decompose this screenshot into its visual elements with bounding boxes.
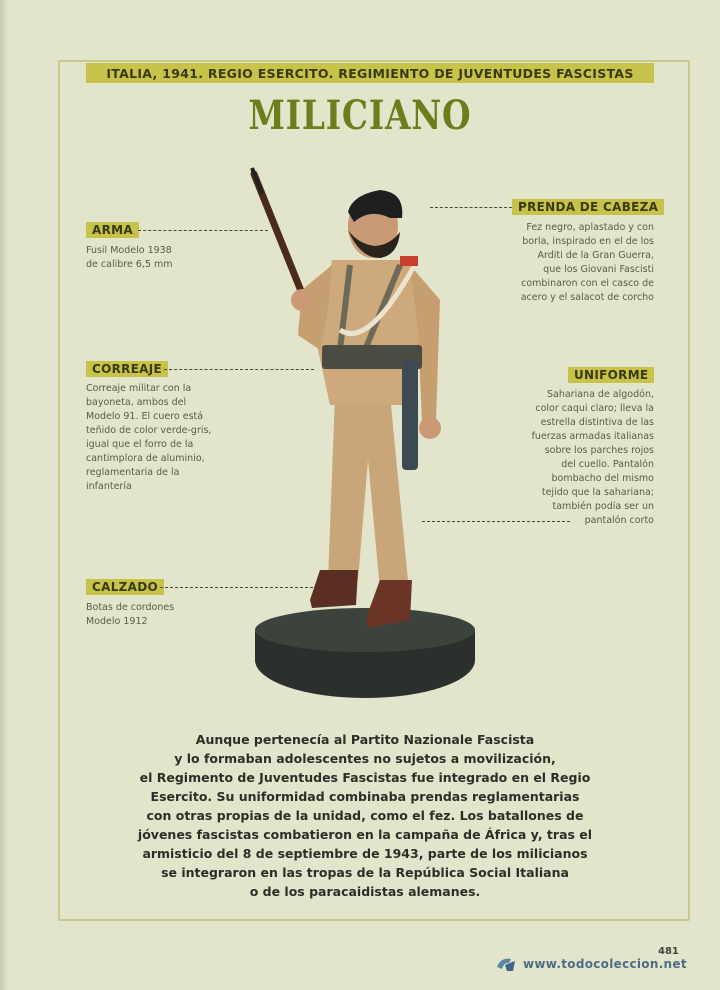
desc-line: cantimplora de aluminio, — [86, 453, 205, 464]
desc-line: Correaje militar con la — [86, 383, 192, 394]
desc-line: acero y el salacot de corcho — [520, 292, 654, 303]
page-title: MILICIANO — [248, 92, 472, 139]
banner-text: ITALIA, 1941. REGIO ESERCITO. REGIMIENTO DE JUVENTUDES FASCISTAS — [106, 65, 634, 81]
desc-line: bayoneta, ambos del — [86, 397, 187, 408]
desc-line: de calibre 6,5 mm — [86, 259, 173, 270]
desc-calzado — [86, 601, 174, 629]
desc-line: color caqui claro; lleva la — [535, 403, 654, 414]
desc-line: Modelo 91. El cuero está — [86, 411, 204, 422]
desc-line: Sahariana de algodón, — [546, 389, 654, 400]
desc-line: tejido que la sahariana; — [541, 487, 654, 498]
header-banner — [86, 63, 654, 83]
desc-line: sobre los parches rojos — [544, 445, 654, 456]
desc-line: del cuello. Pantalón — [561, 459, 654, 470]
paragraph-line: Aunque pertenecía al Partito Nazionale Fascista — [195, 732, 535, 747]
desc-line: que los Giovani Fascisti — [543, 264, 654, 275]
paragraph-line: armisticio del 8 de septiembre de 1943, parte de los milicianos — [142, 846, 588, 861]
paragraph-line: el Regimento de Juventudes Fascistas fue integrado en el Regio — [139, 770, 591, 785]
paragraph-line: con otras propias de la unidad, como el fez. Los batallones de — [146, 808, 584, 823]
watermark-text: www.todocoleccion.net — [523, 957, 687, 971]
paragraph-line: jóvenes fascistas combatieron en la campaña de África y, tras el — [137, 827, 593, 842]
todocoleccion-logo-icon — [495, 955, 517, 973]
tag-correaje: CORREAJE — [86, 361, 168, 377]
desc-line: reglamentaria de la — [86, 467, 180, 478]
tag-arma: ARMA — [86, 222, 139, 238]
desc-line: infantería — [86, 481, 132, 492]
intro-paragraph — [120, 730, 610, 901]
paragraph-line: Esercito. Su uniformidad combinaba prendas reglamentarias — [150, 789, 580, 804]
paragraph-line: y lo formaban adolescentes no sujetos a movilización, — [174, 751, 556, 766]
desc-line: Arditi de la Gran Guerra, — [537, 250, 654, 261]
paragraph-line: se integraron en las tropas de la República Social Italiana — [161, 865, 569, 880]
desc-line: Fusil Modelo 1938 — [86, 245, 172, 256]
desc-arma — [86, 244, 172, 272]
soldier-figure-illustration — [240, 160, 500, 720]
desc-line: Modelo 1912 — [86, 616, 148, 627]
desc-line: combinaron con el casco de — [521, 278, 654, 289]
desc-line: pantalón corto — [584, 515, 654, 526]
desc-line: teñido de color verde-gris, — [86, 425, 212, 436]
tag-prenda-de-cabeza: PRENDA DE CABEZA — [512, 199, 664, 215]
tag-calzado: CALZADO — [86, 579, 164, 595]
scan-edge — [0, 0, 8, 990]
watermark — [495, 955, 687, 973]
desc-line: fuerzas armadas italianas — [531, 431, 654, 442]
tag-uniforme: UNIFORME — [568, 367, 654, 383]
desc-correaje — [86, 382, 211, 494]
desc-line: igual que el forro de la — [86, 439, 194, 450]
paragraph-line: o de los paracaidistas alemanes. — [249, 884, 481, 899]
desc-line: también podía ser un — [552, 501, 654, 512]
desc-line: estrella distintiva de las — [540, 417, 654, 428]
page-number: 481 — [658, 946, 679, 957]
desc-line: Botas de cordones — [86, 602, 175, 613]
desc-line: borla, inspirado en el de los — [522, 236, 654, 247]
desc-line: bombacho del mismo — [551, 473, 654, 484]
desc-line: Fez negro, aplastado y con — [526, 222, 654, 233]
